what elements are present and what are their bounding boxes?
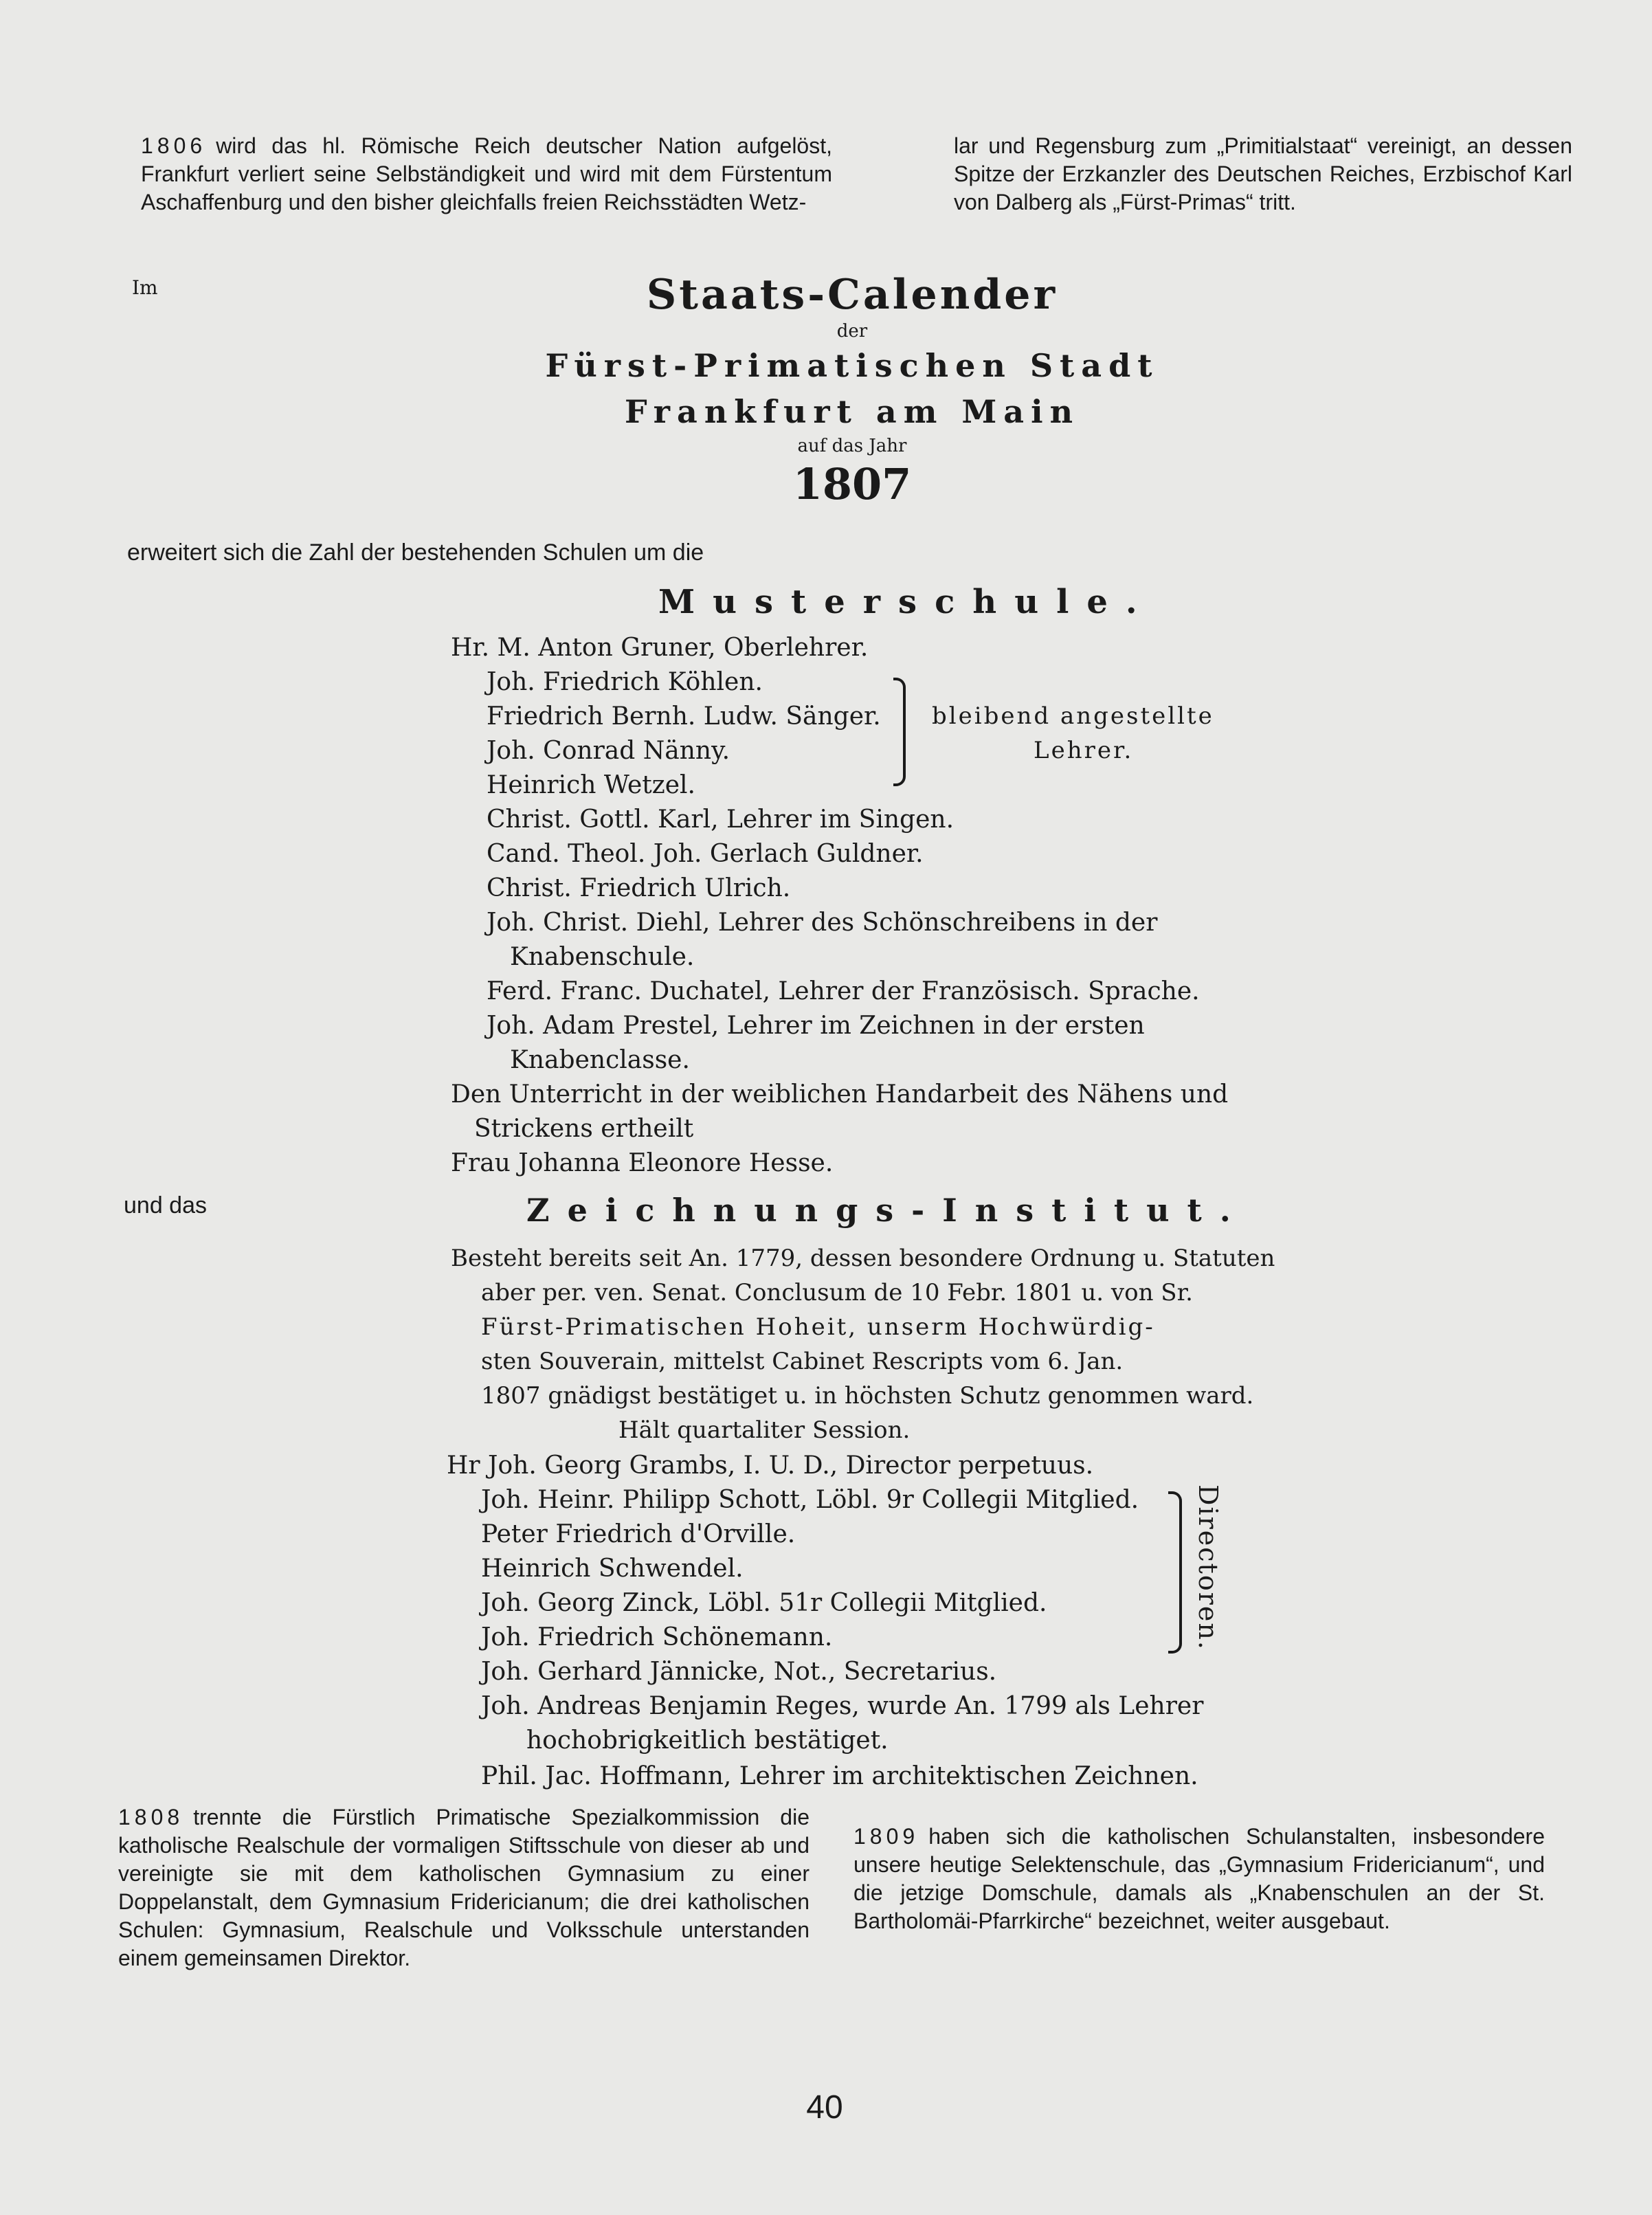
calendar-title-block: [481, 269, 1223, 511]
zeichnung-heading: Zeichnungs-Institut.: [526, 1192, 1249, 1229]
muster-line-3: Joh. Conrad Nänny.: [487, 737, 730, 765]
intro-left-column: [141, 132, 832, 216]
member-line-1: Joh. Heinr. Philipp Schott, Löbl. 9r Collegii Mitglied.: [481, 1486, 1139, 1514]
directoren-bracket: [1168, 1491, 1182, 1654]
muster-line-14: Strickens ertheilt: [474, 1115, 694, 1143]
bottom-right-column: [853, 1823, 1545, 1935]
musterschule-heading: Musterschule.: [658, 583, 1155, 621]
im-label: Im: [132, 276, 158, 299]
intro-right-text: lar und Regensburg zum „Primitialstaat“ vereinigt, an dessen Spitze der Erzkanzler des Deutschen Reiches, Erzbischof Karl von Dalberg als „Fürst-Primas“ tritt.: [954, 133, 1572, 214]
muster-line-0: Hr. M. Anton Gruner, Oberlehrer.: [451, 634, 869, 662]
muster-line-5: Christ. Gottl. Karl, Lehrer im Singen.: [487, 805, 955, 834]
muster-line-15: Frau Johanna Eleonore Hesse.: [451, 1149, 834, 1177]
muster-line-11: Joh. Adam Prestel, Lehrer im Zeichnen in der ersten: [487, 1012, 1145, 1040]
muster-line-13: Den Unterricht in der weiblichen Handarbeit des Nähens und: [451, 1080, 1229, 1109]
member-line-6: Joh. Gerhard Jännicke, Not., Secretarius.: [481, 1658, 997, 1686]
muster-line-4: Heinrich Wetzel.: [487, 771, 695, 799]
member-line-5: Joh. Friedrich Schönemann.: [481, 1623, 833, 1651]
member-line-0: Hr Joh. Georg Grambs, I. U. D., Director perpetuus.: [447, 1451, 1094, 1480]
bottom-right-year: 1809: [853, 1824, 919, 1849]
member-line-3: Heinrich Schwendel.: [481, 1555, 744, 1583]
bottom-left-column: [118, 1803, 810, 1972]
bottom-left-year: 1808: [118, 1805, 184, 1829]
calendar-auf: auf das Jahr: [797, 436, 907, 456]
bottom-right-text: haben sich die katholischen Schulanstalten, insbesondere unsere heutige Selektenschule, das „Gymnasium Fridericianum“, und die jetzige Domschule, damals als „Knabenschulen an der St. Bartholomäi-Pfarrkirche“ bezeichnet, weiter ausgebaut.: [853, 1824, 1545, 1933]
member-line-7: Joh. Andreas Benjamin Reges, wurde An. 1799 als Lehrer: [481, 1692, 1204, 1720]
calendar-year: 1807: [792, 459, 912, 509]
member-line-4: Joh. Georg Zinck, Löbl. 51r Collegii Mitglied.: [481, 1589, 1047, 1617]
zeichnung-para-2: Fürst-Primatischen Hoheit, unserm Hochwürdig-: [481, 1313, 1155, 1341]
calendar-line1: Fürst-Primatischen Stadt: [545, 347, 1159, 384]
muster-line-7: Christ. Friedrich Ulrich.: [487, 874, 791, 902]
teacher-bracket: [893, 678, 906, 786]
zeichnung-para-1: aber per. ven. Senat. Conclusum de 10 Febr. 1801 u. von Sr.: [481, 1279, 1193, 1306]
member-line-8: hochobrigkeitlich bestätiget.: [526, 1726, 889, 1755]
member-line-9: Phil. Jac. Hoffmann, Lehrer im architektischen Zeichnen.: [481, 1762, 1198, 1790]
erweitert-text: erweitert sich die Zahl der bestehenden Schulen um die: [127, 539, 704, 566]
member-line-2: Peter Friedrich d'Orville.: [481, 1520, 796, 1548]
zeichnung-para-4: 1807 gnädigst bestätiget u. in höchsten Schutz genommen ward.: [481, 1382, 1254, 1410]
zeichnung-para-0: Besteht bereits seit An. 1779, dessen besondere Ordnung u. Statuten: [451, 1245, 1275, 1272]
page-number: 40: [806, 2089, 843, 2126]
intro-right-column: [954, 132, 1572, 216]
zeichnung-para-5: Hält quartaliter Session.: [618, 1416, 911, 1444]
intro-left-year: 1806: [141, 133, 207, 158]
und-das-text: und das: [124, 1192, 207, 1218]
muster-line-1: Joh. Friedrich Köhlen.: [487, 668, 763, 696]
muster-line-12: Knabenclasse.: [510, 1046, 690, 1074]
directoren-label: Directoren.: [1193, 1484, 1223, 1651]
bracket-label-1: bleibend angestellte: [932, 702, 1214, 730]
bottom-left-text: trennte die Fürstlich Primatische Spezialkommission die katholische Realschule der vormaligen Stiftsschule von dieser ab und vereinigte sie mit dem katholischen Gymnasium zu einer Doppelanstalt, dem Gymnasium Fridericianum; die drei katholischen Schulen: Gymnasium, Realschule und Volksschule unterstanden einem gemeinsamen Direktor.: [118, 1805, 810, 1970]
intro-left-text: wird das hl. Römische Reich deutscher Nation aufgelöst, Frankfurt verliert seine Selbständigkeit und wird mit dem Fürstentum Aschaffenburg und den bisher gleichfalls freien Reichsstädten Wetz-: [141, 133, 832, 214]
muster-line-9: Knabenschule.: [510, 943, 695, 971]
muster-line-8: Joh. Christ. Diehl, Lehrer des Schönschreibens in der: [487, 909, 1158, 937]
calendar-line2: Frankfurt am Main: [624, 393, 1080, 430]
zeichnung-para-3: sten Souverain, mittelst Cabinet Rescripts vom 6. Jan.: [481, 1348, 1124, 1375]
calendar-title: Staats-Calender: [646, 271, 1058, 319]
muster-line-2: Friedrich Bernh. Ludw. Sänger.: [487, 702, 881, 731]
muster-line-6: Cand. Theol. Joh. Gerlach Guldner.: [487, 840, 924, 868]
bracket-label-2: Lehrer.: [1034, 737, 1134, 764]
muster-line-10: Ferd. Franc. Duchatel, Lehrer der Französisch. Sprache.: [487, 977, 1200, 1005]
calendar-der: der: [836, 321, 868, 342]
